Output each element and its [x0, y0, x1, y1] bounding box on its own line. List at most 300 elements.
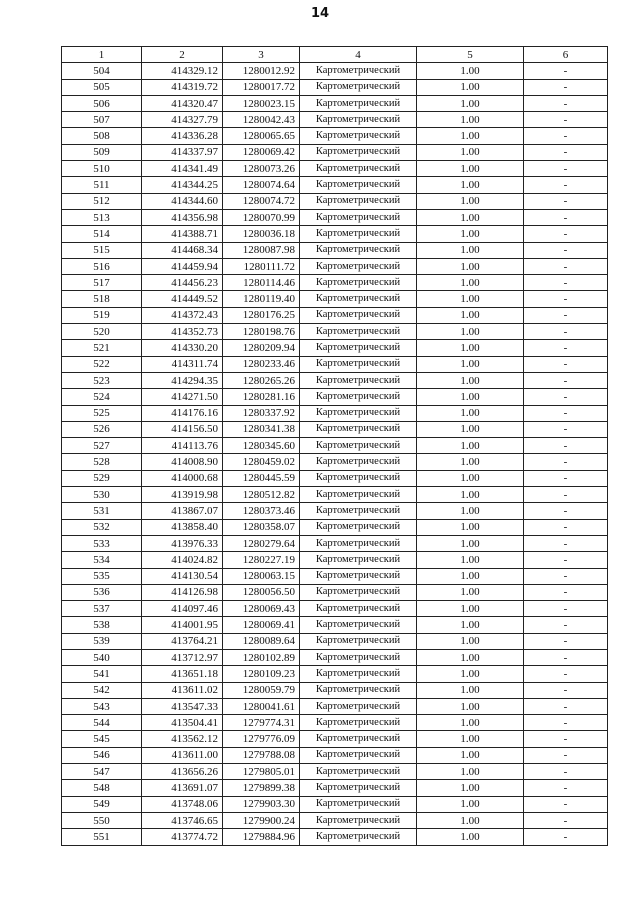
y-coordinate-cell: 1280069.42	[223, 144, 300, 160]
point-number-cell: 512	[62, 193, 142, 209]
x-coordinate-cell: 414388.71	[142, 226, 223, 242]
method-cell: Картометрический	[300, 715, 417, 731]
point-number-cell: 543	[62, 698, 142, 714]
x-coordinate-cell: 413919.98	[142, 487, 223, 503]
method-cell: Картометрический	[300, 535, 417, 551]
y-coordinate-cell: 1280069.43	[223, 601, 300, 617]
accuracy-cell: 1.00	[417, 454, 524, 470]
table-body	[62, 63, 608, 845]
accuracy-cell: 1.00	[417, 601, 524, 617]
x-coordinate-cell: 413774.72	[142, 829, 223, 845]
column-header: 4	[300, 47, 417, 63]
accuracy-cell: 1.00	[417, 715, 524, 731]
accuracy-cell: 1.00	[417, 128, 524, 144]
note-cell: -	[524, 584, 608, 600]
y-coordinate-cell: 1280345.60	[223, 438, 300, 454]
note-cell: -	[524, 682, 608, 698]
method-cell: Картометрический	[300, 731, 417, 747]
y-coordinate-cell: 1280459.02	[223, 454, 300, 470]
x-coordinate-cell: 413547.33	[142, 698, 223, 714]
point-number-cell: 549	[62, 796, 142, 812]
table-row	[62, 535, 608, 551]
x-coordinate-cell: 413764.21	[142, 633, 223, 649]
accuracy-cell: 1.00	[417, 372, 524, 388]
note-cell: -	[524, 193, 608, 209]
point-number-cell: 539	[62, 633, 142, 649]
accuracy-cell: 1.00	[417, 324, 524, 340]
method-cell: Картометрический	[300, 161, 417, 177]
table-row	[62, 764, 608, 780]
accuracy-cell: 1.00	[417, 258, 524, 274]
accuracy-cell: 1.00	[417, 682, 524, 698]
x-coordinate-cell: 413748.06	[142, 796, 223, 812]
accuracy-cell: 1.00	[417, 209, 524, 225]
x-coordinate-cell: 414311.74	[142, 356, 223, 372]
table-row	[62, 177, 608, 193]
x-coordinate-cell: 413858.40	[142, 519, 223, 535]
note-cell: -	[524, 535, 608, 551]
method-cell: Картометрический	[300, 796, 417, 812]
x-coordinate-cell: 414097.46	[142, 601, 223, 617]
y-coordinate-cell: 1280227.19	[223, 552, 300, 568]
x-coordinate-cell: 414344.25	[142, 177, 223, 193]
note-cell: -	[524, 79, 608, 95]
y-coordinate-cell: 1280111.72	[223, 258, 300, 274]
table-row	[62, 666, 608, 682]
accuracy-cell: 1.00	[417, 63, 524, 79]
x-coordinate-cell: 414130.54	[142, 568, 223, 584]
method-cell: Картометрический	[300, 258, 417, 274]
method-cell: Картометрический	[300, 307, 417, 323]
note-cell: -	[524, 780, 608, 796]
x-coordinate-cell: 414320.47	[142, 95, 223, 111]
accuracy-cell: 1.00	[417, 535, 524, 551]
accuracy-cell: 1.00	[417, 552, 524, 568]
note-cell: -	[524, 340, 608, 356]
note-cell: -	[524, 698, 608, 714]
accuracy-cell: 1.00	[417, 617, 524, 633]
note-cell: -	[524, 161, 608, 177]
table-row	[62, 291, 608, 307]
point-number-cell: 508	[62, 128, 142, 144]
table-row	[62, 633, 608, 649]
y-coordinate-cell: 1280279.64	[223, 535, 300, 551]
x-coordinate-cell: 414459.94	[142, 258, 223, 274]
method-cell: Картометрический	[300, 633, 417, 649]
x-coordinate-cell: 414352.73	[142, 324, 223, 340]
point-number-cell: 531	[62, 503, 142, 519]
point-number-cell: 548	[62, 780, 142, 796]
method-cell: Картометрический	[300, 340, 417, 356]
y-coordinate-cell: 1279774.31	[223, 715, 300, 731]
table-row	[62, 470, 608, 486]
method-cell: Картометрический	[300, 128, 417, 144]
table-row	[62, 568, 608, 584]
x-coordinate-cell: 414271.50	[142, 389, 223, 405]
y-coordinate-cell: 1279776.09	[223, 731, 300, 747]
y-coordinate-cell: 1280065.65	[223, 128, 300, 144]
y-coordinate-cell: 1280041.61	[223, 698, 300, 714]
y-coordinate-cell: 1280074.64	[223, 177, 300, 193]
point-number-cell: 550	[62, 812, 142, 828]
note-cell: -	[524, 666, 608, 682]
x-coordinate-cell: 414336.28	[142, 128, 223, 144]
method-cell: Картометрический	[300, 617, 417, 633]
accuracy-cell: 1.00	[417, 438, 524, 454]
y-coordinate-cell: 1280341.38	[223, 421, 300, 437]
x-coordinate-cell: 413976.33	[142, 535, 223, 551]
y-coordinate-cell: 1280102.89	[223, 649, 300, 665]
note-cell: -	[524, 568, 608, 584]
method-cell: Картометрический	[300, 275, 417, 291]
accuracy-cell: 1.00	[417, 568, 524, 584]
table-row	[62, 372, 608, 388]
point-number-cell: 545	[62, 731, 142, 747]
point-number-cell: 536	[62, 584, 142, 600]
note-cell: -	[524, 226, 608, 242]
column-header: 6	[524, 47, 608, 63]
x-coordinate-cell: 414000.68	[142, 470, 223, 486]
x-coordinate-cell: 413656.26	[142, 764, 223, 780]
x-coordinate-cell: 413712.97	[142, 649, 223, 665]
table-row	[62, 324, 608, 340]
table-row	[62, 307, 608, 323]
table-row	[62, 649, 608, 665]
y-coordinate-cell: 1280119.40	[223, 291, 300, 307]
y-coordinate-cell: 1280074.72	[223, 193, 300, 209]
x-coordinate-cell: 413504.41	[142, 715, 223, 731]
point-number-cell: 513	[62, 209, 142, 225]
point-number-cell: 542	[62, 682, 142, 698]
point-number-cell: 528	[62, 454, 142, 470]
table-row	[62, 438, 608, 454]
note-cell: -	[524, 617, 608, 633]
note-cell: -	[524, 601, 608, 617]
y-coordinate-cell: 1280358.07	[223, 519, 300, 535]
note-cell: -	[524, 209, 608, 225]
x-coordinate-cell: 414294.35	[142, 372, 223, 388]
method-cell: Картометрический	[300, 95, 417, 111]
table-row	[62, 405, 608, 421]
x-coordinate-cell: 413691.07	[142, 780, 223, 796]
y-coordinate-cell: 1280087.98	[223, 242, 300, 258]
x-coordinate-cell: 414008.90	[142, 454, 223, 470]
method-cell: Картометрический	[300, 405, 417, 421]
y-coordinate-cell: 1280070.99	[223, 209, 300, 225]
y-coordinate-cell: 1280209.94	[223, 340, 300, 356]
note-cell: -	[524, 95, 608, 111]
table-row	[62, 193, 608, 209]
note-cell: -	[524, 454, 608, 470]
method-cell: Картометрический	[300, 79, 417, 95]
method-cell: Картометрический	[300, 242, 417, 258]
point-number-cell: 509	[62, 144, 142, 160]
method-cell: Картометрический	[300, 503, 417, 519]
accuracy-cell: 1.00	[417, 112, 524, 128]
table-row	[62, 747, 608, 763]
point-number-cell: 523	[62, 372, 142, 388]
y-coordinate-cell: 1280512.82	[223, 487, 300, 503]
accuracy-cell: 1.00	[417, 193, 524, 209]
note-cell: -	[524, 389, 608, 405]
y-coordinate-cell: 1280198.76	[223, 324, 300, 340]
accuracy-cell: 1.00	[417, 291, 524, 307]
method-cell: Картометрический	[300, 438, 417, 454]
y-coordinate-cell: 1280109.23	[223, 666, 300, 682]
point-number-cell: 527	[62, 438, 142, 454]
point-number-cell: 520	[62, 324, 142, 340]
y-coordinate-cell: 1280114.46	[223, 275, 300, 291]
point-number-cell: 506	[62, 95, 142, 111]
point-number-cell: 521	[62, 340, 142, 356]
y-coordinate-cell: 1280445.59	[223, 470, 300, 486]
page-number: 14	[310, 6, 330, 21]
table-row	[62, 715, 608, 731]
column-header: 2	[142, 47, 223, 63]
table-row	[62, 780, 608, 796]
accuracy-cell: 1.00	[417, 698, 524, 714]
point-number-cell: 507	[62, 112, 142, 128]
y-coordinate-cell: 1279884.96	[223, 829, 300, 845]
x-coordinate-cell: 414456.23	[142, 275, 223, 291]
accuracy-cell: 1.00	[417, 389, 524, 405]
accuracy-cell: 1.00	[417, 780, 524, 796]
y-coordinate-cell: 1280265.26	[223, 372, 300, 388]
note-cell: -	[524, 487, 608, 503]
note-cell: -	[524, 324, 608, 340]
note-cell: -	[524, 242, 608, 258]
y-coordinate-cell: 1280036.18	[223, 226, 300, 242]
header-row	[62, 47, 608, 63]
method-cell: Картометрический	[300, 764, 417, 780]
table-row	[62, 487, 608, 503]
accuracy-cell: 1.00	[417, 95, 524, 111]
accuracy-cell: 1.00	[417, 487, 524, 503]
x-coordinate-cell: 414327.79	[142, 112, 223, 128]
method-cell: Картометрический	[300, 682, 417, 698]
note-cell: -	[524, 731, 608, 747]
point-number-cell: 516	[62, 258, 142, 274]
x-coordinate-cell: 414344.60	[142, 193, 223, 209]
accuracy-cell: 1.00	[417, 666, 524, 682]
point-number-cell: 537	[62, 601, 142, 617]
x-coordinate-cell: 414449.52	[142, 291, 223, 307]
accuracy-cell: 1.00	[417, 144, 524, 160]
y-coordinate-cell: 1280233.46	[223, 356, 300, 372]
y-coordinate-cell: 1280012.92	[223, 63, 300, 79]
accuracy-cell: 1.00	[417, 405, 524, 421]
coordinates-table	[61, 46, 608, 846]
method-cell: Картометрический	[300, 552, 417, 568]
method-cell: Картометрический	[300, 487, 417, 503]
method-cell: Картометрический	[300, 324, 417, 340]
table-row	[62, 356, 608, 372]
accuracy-cell: 1.00	[417, 519, 524, 535]
y-coordinate-cell: 1280281.16	[223, 389, 300, 405]
method-cell: Картометрический	[300, 454, 417, 470]
x-coordinate-cell: 413562.12	[142, 731, 223, 747]
table-row	[62, 112, 608, 128]
note-cell: -	[524, 552, 608, 568]
note-cell: -	[524, 177, 608, 193]
accuracy-cell: 1.00	[417, 79, 524, 95]
method-cell: Картометрический	[300, 291, 417, 307]
x-coordinate-cell: 414372.43	[142, 307, 223, 323]
x-coordinate-cell: 414356.98	[142, 209, 223, 225]
method-cell: Картометрический	[300, 698, 417, 714]
table-row	[62, 584, 608, 600]
note-cell: -	[524, 307, 608, 323]
note-cell: -	[524, 258, 608, 274]
note-cell: -	[524, 144, 608, 160]
note-cell: -	[524, 421, 608, 437]
table-row	[62, 258, 608, 274]
table-row	[62, 617, 608, 633]
note-cell: -	[524, 405, 608, 421]
note-cell: -	[524, 438, 608, 454]
table-row	[62, 161, 608, 177]
table-row	[62, 63, 608, 79]
x-coordinate-cell: 413651.18	[142, 666, 223, 682]
point-number-cell: 532	[62, 519, 142, 535]
table-row	[62, 698, 608, 714]
note-cell: -	[524, 470, 608, 486]
x-coordinate-cell: 413746.65	[142, 812, 223, 828]
x-coordinate-cell: 414176.16	[142, 405, 223, 421]
y-coordinate-cell: 1280023.15	[223, 95, 300, 111]
method-cell: Картометрический	[300, 421, 417, 437]
point-number-cell: 510	[62, 161, 142, 177]
point-number-cell: 538	[62, 617, 142, 633]
table-row	[62, 275, 608, 291]
x-coordinate-cell: 414113.76	[142, 438, 223, 454]
point-number-cell: 518	[62, 291, 142, 307]
method-cell: Картометрический	[300, 193, 417, 209]
point-number-cell: 522	[62, 356, 142, 372]
accuracy-cell: 1.00	[417, 747, 524, 763]
table-row	[62, 503, 608, 519]
method-cell: Картометрический	[300, 209, 417, 225]
y-coordinate-cell: 1279903.30	[223, 796, 300, 812]
table-row	[62, 421, 608, 437]
note-cell: -	[524, 128, 608, 144]
table-row	[62, 812, 608, 828]
accuracy-cell: 1.00	[417, 812, 524, 828]
x-coordinate-cell: 414126.98	[142, 584, 223, 600]
method-cell: Картометрический	[300, 356, 417, 372]
accuracy-cell: 1.00	[417, 796, 524, 812]
method-cell: Картометрический	[300, 601, 417, 617]
note-cell: -	[524, 812, 608, 828]
accuracy-cell: 1.00	[417, 633, 524, 649]
table-row	[62, 128, 608, 144]
point-number-cell: 524	[62, 389, 142, 405]
point-number-cell: 514	[62, 226, 142, 242]
method-cell: Картометрический	[300, 780, 417, 796]
method-cell: Картометрический	[300, 829, 417, 845]
x-coordinate-cell: 414156.50	[142, 421, 223, 437]
x-coordinate-cell: 413867.07	[142, 503, 223, 519]
point-number-cell: 504	[62, 63, 142, 79]
method-cell: Картометрический	[300, 372, 417, 388]
note-cell: -	[524, 829, 608, 845]
note-cell: -	[524, 63, 608, 79]
point-number-cell: 546	[62, 747, 142, 763]
x-coordinate-cell: 414024.82	[142, 552, 223, 568]
note-cell: -	[524, 291, 608, 307]
y-coordinate-cell: 1279899.38	[223, 780, 300, 796]
column-header: 5	[417, 47, 524, 63]
column-header: 1	[62, 47, 142, 63]
point-number-cell: 526	[62, 421, 142, 437]
point-number-cell: 517	[62, 275, 142, 291]
x-coordinate-cell: 413611.00	[142, 747, 223, 763]
note-cell: -	[524, 796, 608, 812]
method-cell: Картометрический	[300, 519, 417, 535]
accuracy-cell: 1.00	[417, 829, 524, 845]
x-coordinate-cell: 414001.95	[142, 617, 223, 633]
accuracy-cell: 1.00	[417, 307, 524, 323]
point-number-cell: 533	[62, 535, 142, 551]
x-coordinate-cell: 414341.49	[142, 161, 223, 177]
accuracy-cell: 1.00	[417, 275, 524, 291]
y-coordinate-cell: 1280337.92	[223, 405, 300, 421]
y-coordinate-cell: 1279788.08	[223, 747, 300, 763]
y-coordinate-cell: 1279805.01	[223, 764, 300, 780]
point-number-cell: 547	[62, 764, 142, 780]
table-row	[62, 731, 608, 747]
table-row	[62, 552, 608, 568]
accuracy-cell: 1.00	[417, 226, 524, 242]
method-cell: Картометрический	[300, 568, 417, 584]
method-cell: Картометрический	[300, 112, 417, 128]
accuracy-cell: 1.00	[417, 584, 524, 600]
point-number-cell: 540	[62, 649, 142, 665]
y-coordinate-cell: 1280017.72	[223, 79, 300, 95]
accuracy-cell: 1.00	[417, 161, 524, 177]
accuracy-cell: 1.00	[417, 649, 524, 665]
accuracy-cell: 1.00	[417, 764, 524, 780]
y-coordinate-cell: 1280176.25	[223, 307, 300, 323]
y-coordinate-cell: 1280042.43	[223, 112, 300, 128]
method-cell: Картометрический	[300, 747, 417, 763]
y-coordinate-cell: 1280059.79	[223, 682, 300, 698]
point-number-cell: 544	[62, 715, 142, 731]
note-cell: -	[524, 747, 608, 763]
x-coordinate-cell: 414468.34	[142, 242, 223, 258]
table-row	[62, 340, 608, 356]
method-cell: Картометрический	[300, 812, 417, 828]
accuracy-cell: 1.00	[417, 340, 524, 356]
accuracy-cell: 1.00	[417, 177, 524, 193]
y-coordinate-cell: 1280069.41	[223, 617, 300, 633]
point-number-cell: 529	[62, 470, 142, 486]
table-row	[62, 226, 608, 242]
y-coordinate-cell: 1280056.50	[223, 584, 300, 600]
point-number-cell: 505	[62, 79, 142, 95]
method-cell: Картометрический	[300, 584, 417, 600]
table-row	[62, 95, 608, 111]
accuracy-cell: 1.00	[417, 503, 524, 519]
note-cell: -	[524, 764, 608, 780]
table-row	[62, 209, 608, 225]
x-coordinate-cell: 414329.12	[142, 63, 223, 79]
table-row	[62, 242, 608, 258]
column-header: 3	[223, 47, 300, 63]
point-number-cell: 519	[62, 307, 142, 323]
accuracy-cell: 1.00	[417, 470, 524, 486]
table-row	[62, 79, 608, 95]
